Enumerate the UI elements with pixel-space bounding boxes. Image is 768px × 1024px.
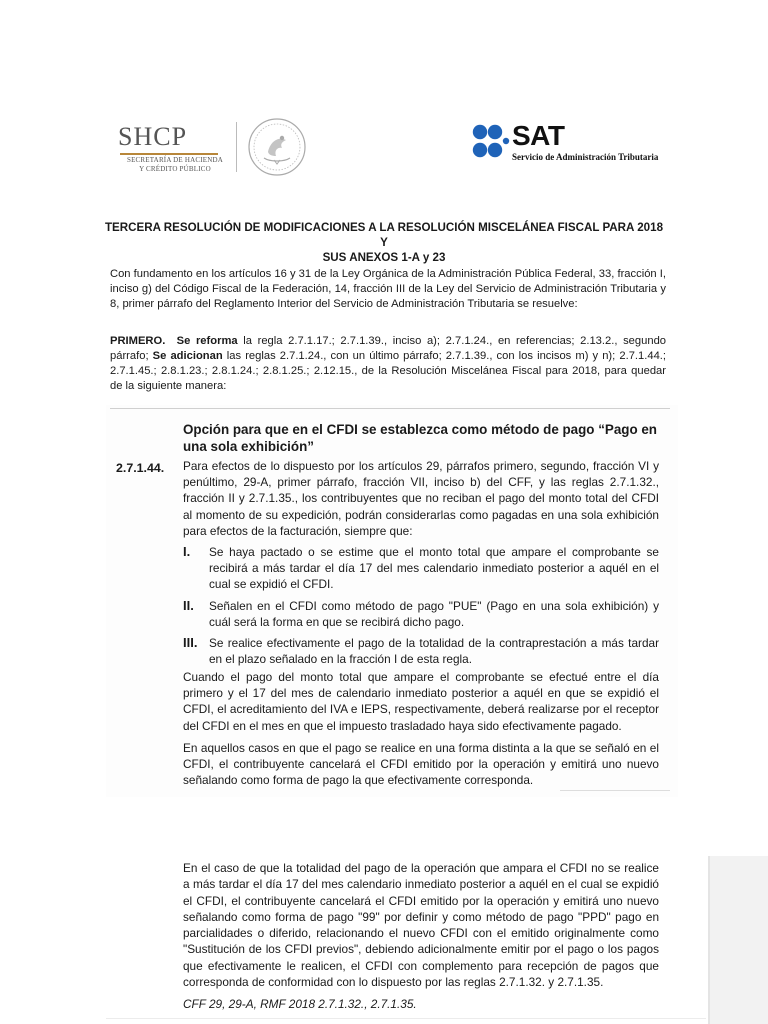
list-item-text: Se haya pactado o se estime que el monto total que ampare el comprobante se recibirá a más tardar el día 17 del mes calendario inmediato posterior a aquél en el cual se expidió el CFDI. <box>209 545 659 592</box>
rule-body-3: En aquellos casos en que el pago se realice en una forma distinta a la que se señaló en el CFDI, el contribuyente cancelará el CFDI emitido por la operación y emitirá uno nuevo señalando como forma de pago la que efectivamente corresponda. <box>183 741 659 788</box>
list-item <box>183 544 659 592</box>
list-item <box>183 598 659 630</box>
rule-body-2: Cuando el pago del monto total que ampare el comprobante se efectué entre el día primero y el 17 del mes de calendario inmediato posterior a aquél en que se expidió el CFDI, el acreditamiento del IVA e IEPS, respectivamente, deberá realizarse por el receptor del CFDI en el mes en que el impuesto trasladado haya sido efectivamente pagado. <box>183 670 659 733</box>
section-divider <box>110 408 670 409</box>
list-item-text: Señalen en el CFDI como método de pago "PUE" (Pago en una sola exhibición) y cuál será la forma en que se recibirá dicho pago. <box>209 599 659 630</box>
shcp-acronym: SHCP <box>118 122 188 151</box>
shcp-subtitle-line1: SECRETARÍA DE HACIENDA <box>126 156 223 164</box>
rule-heading: Opción para que en el CFDI se establezca como método de pago “Pago en una sola exhibición” <box>183 422 657 454</box>
sat-logo <box>472 120 672 166</box>
list-item-number: II. <box>183 598 194 613</box>
intro-paragraph: Con fundamento en los artículos 16 y 31 de la Ley Orgánica de la Administración Pública Federal, 33, fracción I, inciso g) del Código Fiscal de la Federación, 14, fracción III de la Ley del Servicio de Administración Tributaria y 8, primer párrafo del Reglamento Interior del Servicio de Administración Tributaria se resuelve: <box>110 268 666 310</box>
mexican-coat-of-arms-icon <box>246 116 308 178</box>
list-item-number: III. <box>183 635 198 650</box>
primero-paragraph <box>110 334 666 394</box>
bottom-divider <box>106 1018 706 1019</box>
reforma-label: Se reforma <box>176 335 238 347</box>
adicionan-text: las reglas 2.7.1.24., con un último párrafo; 2.7.1.39., con los incisos m) y n); 2.7.1.44.; 2.7.1.45.; 2.8.1.23.; 2.8.1.24.; 2.8.1.25.; 2.12.15., de la Resolución Miscelánea Fiscal para 2018, para quedar de la siguiente manera: <box>110 350 667 392</box>
page-edge-line <box>708 856 710 1024</box>
sat-subtitle: Servicio de Administración Tributaria <box>512 152 659 162</box>
document-title-line1: TERCERA RESOLUCIÓN DE MODIFICACIONES A LA RESOLUCIÓN MISCELÁNEA FISCAL PARA 2018 Y <box>104 221 664 249</box>
primero-label: PRIMERO. <box>110 335 166 347</box>
reforma-text: la regla 2.7.1.17.; 2.7.1.39., inciso a); 2.7.1.24., en referencias; 2.13.2., segundo párrafo; <box>110 335 667 362</box>
list-item-number: I. <box>183 544 191 559</box>
shcp-subtitle <box>124 156 226 174</box>
rule-citation: CFF 29, 29-A, RMF 2018 2.7.1.32., 2.7.1.35. <box>183 997 417 1011</box>
rule-body-1: Para efectos de lo dispuesto por los artículos 29, párrafos primero, segundo, fracción VI y penúltimo, 29-A, primer párrafo, fracción VII, inciso b) del CFF, y las reglas 2.7.1.32., fracción II y 2.7.1.35., los contribuyentes que no reciban el pago del monto total del CFDI al momento de su expedición, podrán considerarlas como pagadas en una sola exhibición para efectos de la facturación, siempre que: <box>183 459 659 538</box>
sat-acronym: SAT <box>512 120 565 151</box>
rule-number: 2.7.1.44. <box>116 461 165 475</box>
rule-body-4: En el caso de que la totalidad del pago de la operación que ampara el CFDI no se realice a más tardar el día 17 del mes calendario inmediato posterior a aquél en el cual se expidió el CFDI, el contribuyente cancelará el CFDI emitido por la operación y emitirá uno nuevo señalando como forma de pago "99" por definir y como método de pago "PPD" pago en parcialidades o diferido, relacionando el nuevo CFDI con el emitido originalmente como "Sustitución de los CFDI previos", debiendo adicionalmente emitir por el pago o los pagos que efectivamente le realicen, el CFDI con complemento para recepción de pagos que corresponda de conformidad con lo dispuesto por las reglas 2.7.1.32. y 2.7.1.35. <box>183 861 659 990</box>
shcp-subtitle-line2: Y CRÉDITO PÚBLICO <box>139 165 211 173</box>
page-edge <box>708 856 768 1024</box>
logo-divider <box>236 122 237 172</box>
list-item-text: Se realice efectivamente el pago de la totalidad de la contraprestación a más tardar en el plazo señalado en la fracción I de esta regla. <box>209 636 659 667</box>
shcp-underline <box>120 153 218 155</box>
document-title <box>100 220 668 265</box>
sat-dots-icon <box>472 124 510 162</box>
section-end-divider <box>560 790 670 791</box>
shcp-logo <box>118 122 308 184</box>
adicionan-label: Se adicionan <box>152 350 223 362</box>
document-title-line2: SUS ANEXOS 1-A y 23 <box>322 251 446 264</box>
list-item <box>183 635 659 667</box>
